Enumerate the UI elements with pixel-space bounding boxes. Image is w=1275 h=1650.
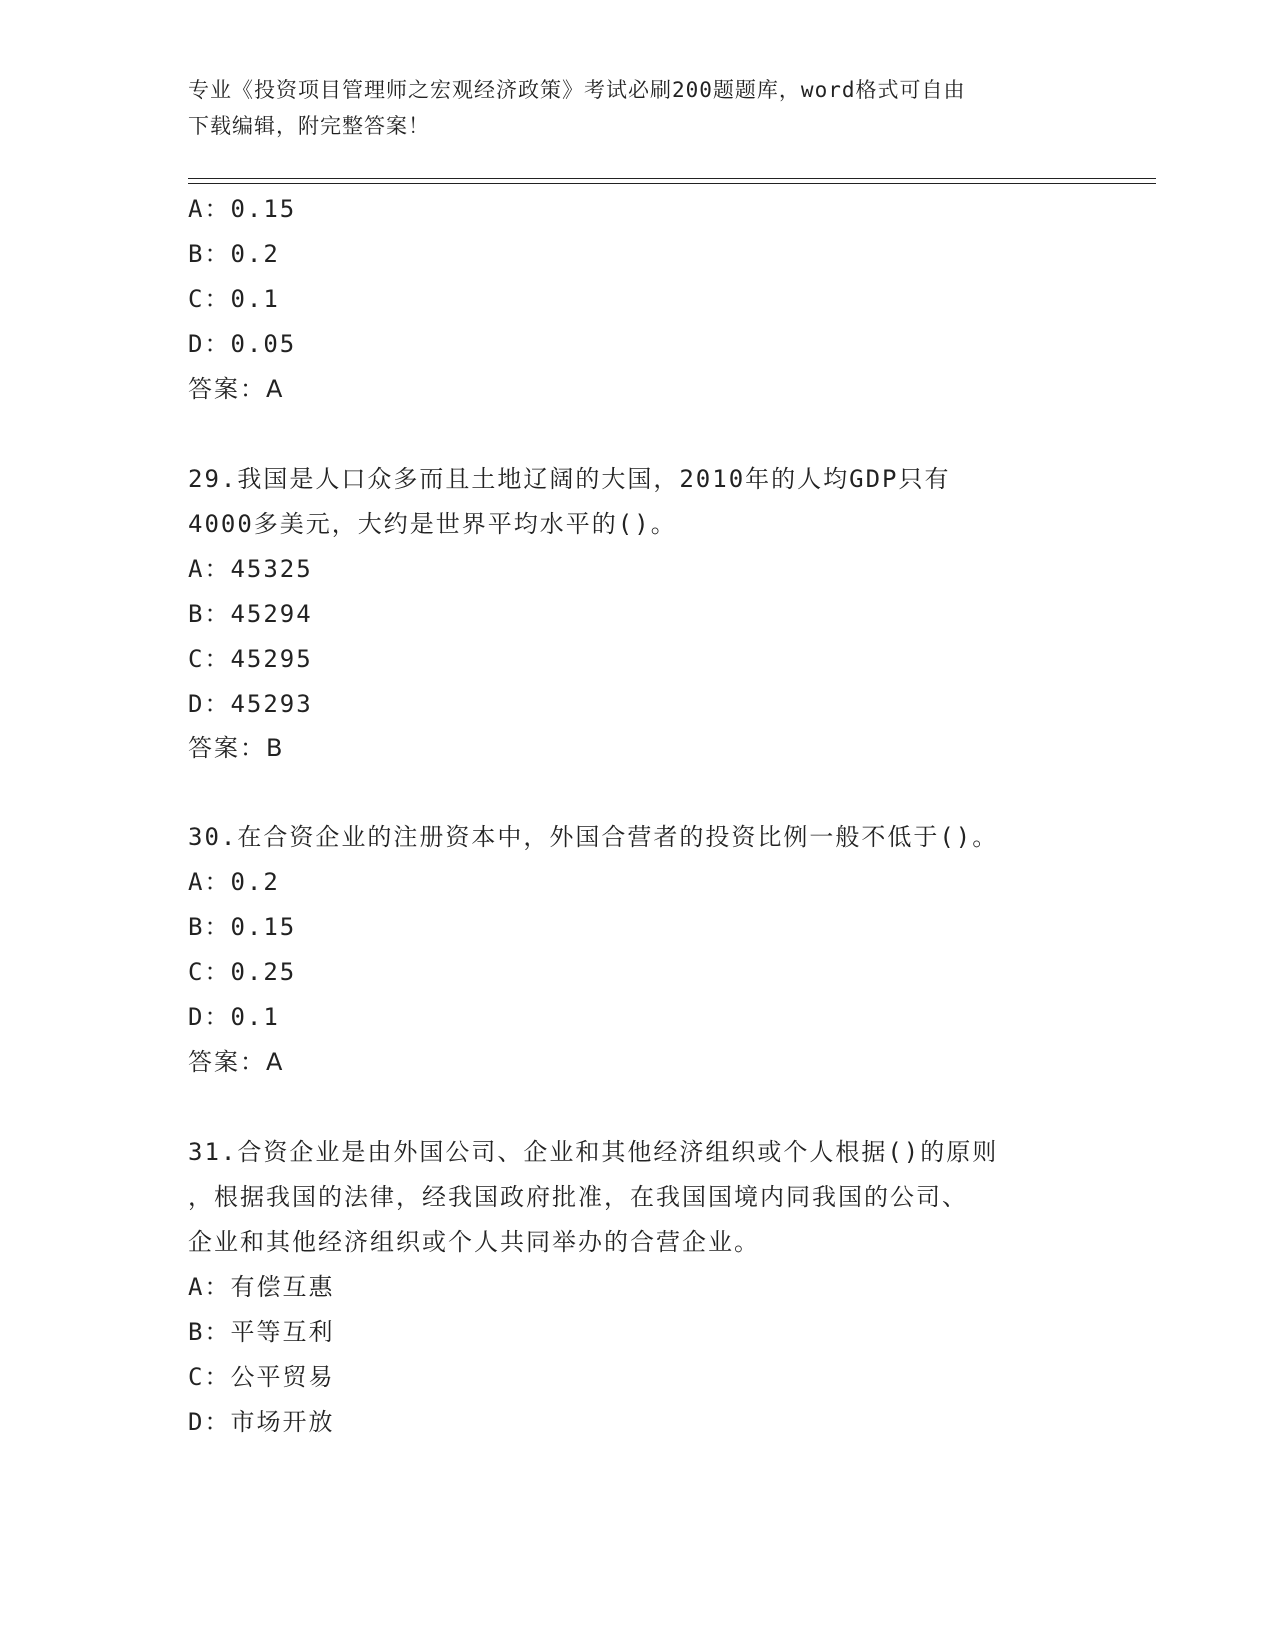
- header-line-1: 专业《投资项目管理师之宏观经济政策》考试必刷200题题库，word格式可自由: [188, 78, 966, 102]
- q29-option-d: D：45293: [188, 690, 313, 718]
- q28-answer: 答案：A: [188, 375, 285, 403]
- q30-option-c: C：0.25: [188, 958, 297, 986]
- q28-option-d: D：0.05: [188, 330, 297, 358]
- q31-option-d: D：市场开放: [188, 1408, 335, 1436]
- q28-option-a: A：0.15: [188, 195, 297, 223]
- q31-option-b: B：平等互利: [188, 1318, 335, 1346]
- q30-option-d: D：0.1: [188, 1003, 280, 1031]
- q30-stem-line-1: 30.在合资企业的注册资本中，外国合营者的投资比例一般不低于()。: [188, 823, 999, 851]
- q31-stem-line-1: 31.合资企业是由外国公司、企业和其他经济组织或个人根据()的原则: [188, 1138, 999, 1166]
- q28-option-b: B：0.2: [188, 240, 280, 268]
- q30-answer: 答案：A: [188, 1048, 285, 1076]
- q31-stem-line-3: 企业和其他经济组织或个人共同举办的合营企业。: [188, 1228, 760, 1256]
- header-divider-top: [188, 178, 1156, 179]
- q29-option-b: B：45294: [188, 600, 313, 628]
- q31-stem-line-2: ，根据我国的法律，经我国政府批准，在我国国境内同我国的公司、: [188, 1183, 968, 1211]
- document-header: [188, 72, 1088, 144]
- header-line-2: 下载编辑，附完整答案！: [188, 114, 430, 138]
- q29-answer: 答案：B: [188, 734, 285, 762]
- q30-option-a: A：0.2: [188, 868, 280, 896]
- q29-stem-line-1: 29.我国是人口众多而且土地辽阔的大国，2010年的人均GDP只有: [188, 465, 951, 493]
- q30-option-b: B：0.15: [188, 913, 297, 941]
- q31-option-c: C：公平贸易: [188, 1363, 335, 1391]
- q29-option-a: A：45325: [188, 555, 313, 583]
- q29-option-c: C：45295: [188, 645, 313, 673]
- q29-stem-line-2: 4000多美元，大约是世界平均水平的()。: [188, 510, 677, 538]
- header-divider-bottom: [188, 183, 1156, 184]
- q31-option-a: A：有偿互惠: [188, 1273, 335, 1301]
- q28-option-c: C：0.1: [188, 285, 280, 313]
